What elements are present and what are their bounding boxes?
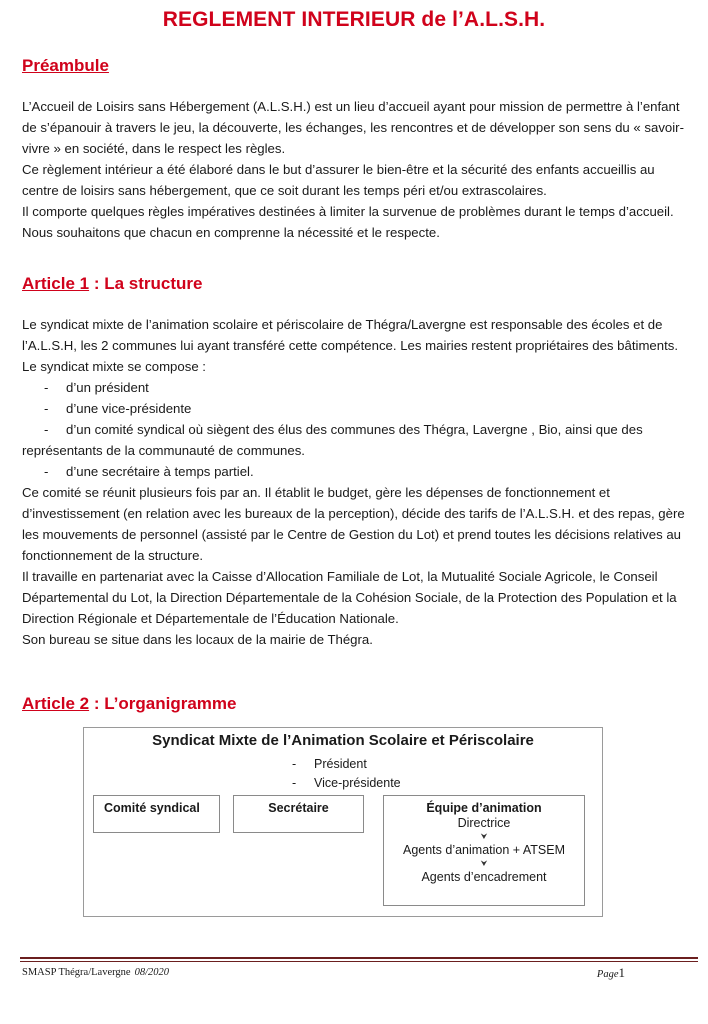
org-roles <box>292 755 401 793</box>
bullet-text: d’une secrétaire à temps partiel. <box>66 464 254 479</box>
equipe-item: Agents d’encadrement <box>421 870 547 884</box>
article1-heading-rest: : La structure <box>89 274 203 293</box>
org-role-text: Président <box>314 757 367 771</box>
arrow-down-icon: ⮟ <box>480 859 488 868</box>
article1-partenariat: Il travaille en partenariat avec la Caisse d’Allocation Familiale de Lot, la Mutualité Sociale Agricole, le Conseil Départemental du Lot, la Direction Départementale de la Cohésion Sociale, de la Protection des Population et la Direction Régionale et Départementale de l’Éducation Nationale. <box>22 569 677 626</box>
arrow-down-icon: ⮟ <box>480 832 488 841</box>
article2-heading <box>22 694 236 714</box>
secretaire-label: Secrétaire <box>268 801 329 815</box>
article1-body <box>22 314 690 650</box>
page-label: Page <box>596 969 619 980</box>
comite-box <box>93 795 220 833</box>
preambule-paragraph: Il comporte quelques règles impératives destinées à limiter la survenue de problèmes durant le temps d’accueil. Nous souhaitons que chacun en comprenne la nécessité et le respecte. <box>22 204 674 240</box>
footer-divider <box>20 961 698 962</box>
preambule-paragraph: Ce règlement intérieur a été élaboré dans le but d’assurer le bien-être et la sécurité des enfants accueillis au centre de loisirs sans hébergement, que ce soit durant les temps péri et/ou extrascolaires. <box>22 162 655 198</box>
preambule-heading <box>22 56 109 76</box>
article2-label: Article 2 <box>22 694 90 713</box>
footer-date: 08/2020 <box>134 967 170 978</box>
org-role-text: Vice-présidente <box>314 776 401 790</box>
article1-comite: Ce comité se réunit plusieurs fois par an. Il établit le budget, gère les dépenses de fonctionnement et d’investissement (en relation avec les bureaux de la perception), décide des tarifs de l’A.L.S.H. et des repas, gère les mouvements de personnel (assisté par le Centre de Gestion du Lot) et prend toutes les décisions relatives au fonctionnement de la structure. <box>22 485 685 563</box>
article1-heading <box>22 274 202 294</box>
secretaire-box <box>233 795 364 833</box>
page-number-value: 1 <box>618 965 625 980</box>
bullet-text: d’un président <box>66 380 149 395</box>
comite-label: Comité syndical <box>104 801 200 815</box>
bullet-text: d’une vice-présidente <box>66 401 192 416</box>
org-role: - Vice-présidente <box>292 776 401 790</box>
article1-bureau: Son bureau se situe dans les locaux de la mairie de Thégra. <box>22 632 373 647</box>
org-role: - Président <box>292 757 367 771</box>
bullet-item: - d’une secrétaire à temps partiel. <box>44 464 254 479</box>
footer-divider <box>20 957 698 959</box>
article1-compose: Le syndicat mixte se compose : <box>22 359 206 374</box>
article2-heading-rest: : L’organigramme <box>89 694 237 713</box>
bullet-text: d’un comité syndical où siègent des élus des communes des Thégra, Lavergne , Bio, ainsi que des représentants de la communauté de communes. <box>22 422 643 458</box>
document-title: REGLEMENT INTERIEUR de l’A.L.S.H. <box>162 8 546 31</box>
article1-intro: Le syndicat mixte de l’animation scolaire et périscolaire de Thégra/Lavergne est responsable des écoles et de l’A.L.S.H, les 2 communes lui ayant transféré cette compétence. Les mairies restent propriétaires des bâtiments. <box>22 317 679 353</box>
preambule-body <box>22 96 690 243</box>
equipe-item: Agents d’animation + ATSEM <box>402 843 565 857</box>
preambule-paragraph: L’Accueil de Loisirs sans Hébergement (A.L.S.H.) est un lieu d’accueil ayant pour mission de permettre à l’enfant de s’épanouir à travers le jeu, la découverte, les échanges, les rencontres et de développer son sens du « savoir-vivre » en société, dans le respect les règles. <box>22 99 684 156</box>
organigram <box>83 727 603 917</box>
footer-org-name: SMASP Thégra/Lavergne <box>22 967 131 978</box>
bullet-item: - d’un président <box>44 380 149 395</box>
bullet-item: - d’une vice-présidente <box>44 401 192 416</box>
preambule-heading-text: Préambule <box>22 56 109 75</box>
footer-org <box>22 967 169 978</box>
page-number <box>597 965 625 981</box>
article1-label: Article 1 <box>22 274 90 293</box>
equipe-label: Équipe d’animation <box>426 801 542 815</box>
equipe-item: Directrice <box>457 816 511 830</box>
org-title: Syndicat Mixte de l’Animation Scolaire et Périscolaire <box>152 732 534 749</box>
bullet-item: - d’un comité syndical où siègent des élus des communes des Thégra, Lavergne , Bio, ainsi que des représentants de la communauté de communes. <box>22 422 643 458</box>
equipe-box <box>383 795 585 906</box>
